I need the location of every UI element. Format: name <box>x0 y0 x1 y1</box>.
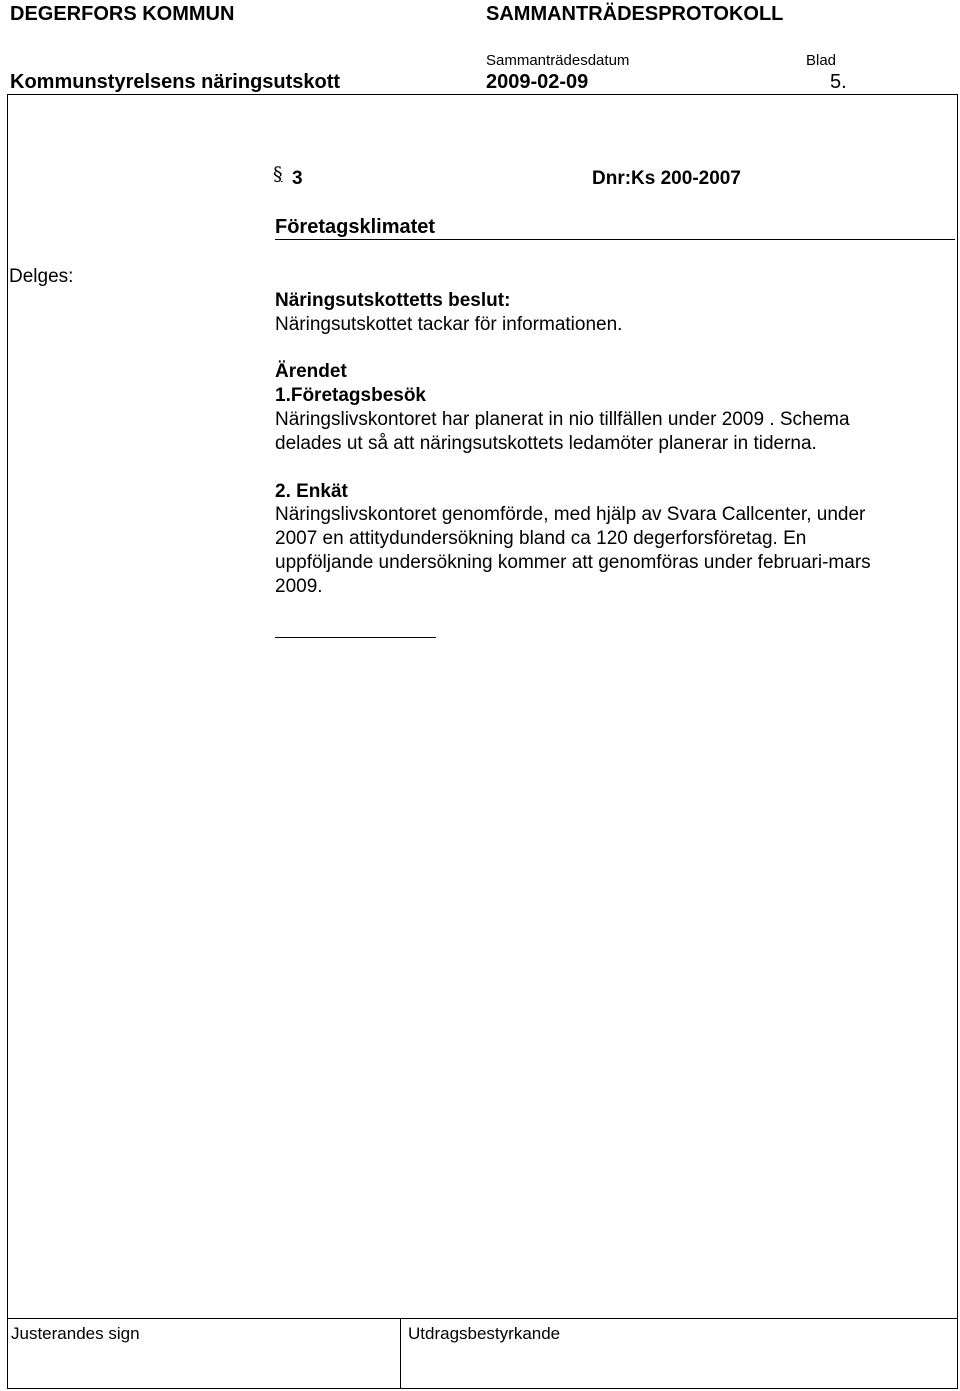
frame-top-border <box>7 94 958 95</box>
decision-heading: Näringsutskottetts beslut: <box>275 290 511 311</box>
item-title: Företagsklimatet <box>275 216 436 238</box>
meeting-date: 2009-02-09 <box>486 71 589 93</box>
frame-right-border <box>957 94 958 1388</box>
decision-text: Näringsutskottet tackar för informationen. <box>275 314 623 335</box>
title-underline <box>275 239 955 240</box>
subsection-1-text <box>275 408 945 456</box>
frame-left-border <box>7 94 8 1388</box>
text-line: delades ut så att näringsutskottets ledamöter planerar in tiderna. <box>275 433 817 454</box>
committee-name: Kommunstyrelsens näringsutskott <box>10 71 341 93</box>
meeting-date-label: Sammanträdesdatum <box>486 52 630 69</box>
distribution-label: Delges: <box>9 266 74 287</box>
signature-box-top-border <box>7 1318 958 1319</box>
document-type: SAMMANTRÄDESPROTOKOLL <box>486 3 784 25</box>
signature-box-divider <box>400 1318 401 1388</box>
subsection-1-heading: 1.Företagsbesök <box>275 385 426 406</box>
matter-heading: Ärendet <box>275 361 347 382</box>
text-line: uppföljande undersökning kommer att genomföras under februari-mars <box>275 552 871 573</box>
frame-bottom-border <box>7 1388 958 1389</box>
page-number: 5. <box>830 71 847 93</box>
subsection-2-text <box>275 503 945 599</box>
text-line: Näringslivskontoret genomförde, med hjälp av Svara Callcenter, under <box>275 504 866 525</box>
municipality-name: DEGERFORS KOMMUN <box>10 3 235 25</box>
section-symbol: § <box>273 163 283 185</box>
text-line: 2007 en attitydundersökning bland ca 120 degerforsföretag. En <box>275 528 807 549</box>
text-line: Näringslivskontoret har planerat in nio tillfällen under 2009 . Schema <box>275 409 850 430</box>
end-of-item-rule <box>275 637 436 638</box>
diary-number: Dnr:Ks 200-2007 <box>592 168 741 189</box>
text-line: 2009. <box>275 576 323 597</box>
subsection-2-heading: 2. Enkät <box>275 481 348 502</box>
extract-certification-label: Utdragsbestyrkande <box>408 1324 561 1343</box>
adjusters-sign-label: Justerandes sign <box>11 1324 140 1343</box>
item-number: 3 <box>292 168 303 189</box>
page-label: Blad <box>806 52 837 69</box>
